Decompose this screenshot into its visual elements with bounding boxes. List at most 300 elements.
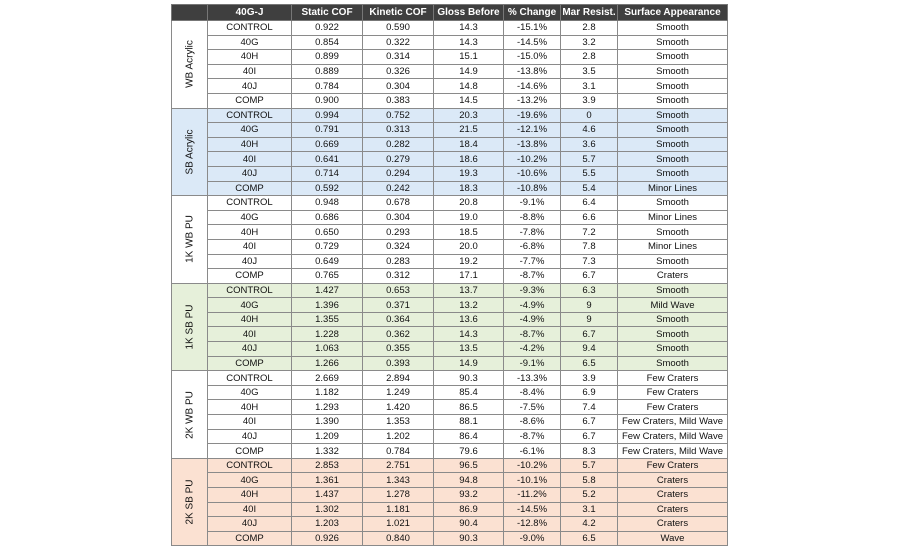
sample-cell: 40H <box>208 137 292 152</box>
mar-resist-cell: 6.7 <box>561 415 618 430</box>
header-sample: 40G-J <box>208 5 292 21</box>
gloss-before-cell: 88.1 <box>434 415 504 430</box>
percent-change-cell: -7.7% <box>504 254 561 269</box>
mar-resist-cell: 5.4 <box>561 181 618 196</box>
static-cof-cell: 0.592 <box>292 181 363 196</box>
percent-change-cell: -8.7% <box>504 269 561 284</box>
mar-resist-cell: 9 <box>561 312 618 327</box>
sample-cell: 40J <box>208 79 292 94</box>
table-row <box>172 385 728 400</box>
mar-resist-cell: 5.5 <box>561 166 618 181</box>
kinetic-cof-cell: 1.249 <box>363 385 434 400</box>
gloss-before-cell: 17.1 <box>434 269 504 284</box>
results-table <box>171 4 728 546</box>
static-cof-cell: 0.669 <box>292 137 363 152</box>
gloss-before-cell: 86.9 <box>434 502 504 517</box>
mar-resist-cell: 3.1 <box>561 502 618 517</box>
group-label-cell <box>172 283 208 371</box>
kinetic-cof-cell: 0.242 <box>363 181 434 196</box>
table-row <box>172 181 728 196</box>
static-cof-cell: 1.396 <box>292 298 363 313</box>
gloss-before-cell: 14.9 <box>434 356 504 371</box>
static-cof-cell: 1.209 <box>292 429 363 444</box>
surface-appearance-cell: Smooth <box>618 356 728 371</box>
table-row <box>172 137 728 152</box>
percent-change-cell: -10.2% <box>504 152 561 167</box>
static-cof-cell: 0.729 <box>292 239 363 254</box>
mar-resist-cell: 3.6 <box>561 137 618 152</box>
percent-change-cell: -6.8% <box>504 239 561 254</box>
header-percent-change: % Change <box>504 5 561 21</box>
surface-appearance-cell: Wave <box>618 531 728 546</box>
surface-appearance-cell: Craters <box>618 473 728 488</box>
mar-resist-cell: 7.4 <box>561 400 618 415</box>
kinetic-cof-cell: 0.304 <box>363 79 434 94</box>
kinetic-cof-cell: 0.293 <box>363 225 434 240</box>
kinetic-cof-cell: 0.355 <box>363 342 434 357</box>
surface-appearance-cell: Smooth <box>618 327 728 342</box>
group-label-cell <box>172 458 208 546</box>
surface-appearance-cell: Minor Lines <box>618 181 728 196</box>
table-row <box>172 400 728 415</box>
table-row <box>172 283 728 298</box>
static-cof-cell: 2.853 <box>292 458 363 473</box>
kinetic-cof-cell: 1.420 <box>363 400 434 415</box>
header-static-cof: Static COF <box>292 5 363 21</box>
table-body <box>172 21 728 546</box>
static-cof-cell: 1.063 <box>292 342 363 357</box>
gloss-before-cell: 14.3 <box>434 21 504 36</box>
gloss-before-cell: 13.5 <box>434 342 504 357</box>
gloss-before-cell: 21.5 <box>434 123 504 138</box>
gloss-before-cell: 14.3 <box>434 35 504 50</box>
sample-cell: 40I <box>208 502 292 517</box>
group-label-cell <box>172 196 208 284</box>
header-group <box>172 5 208 21</box>
gloss-before-cell: 18.3 <box>434 181 504 196</box>
kinetic-cof-cell: 1.278 <box>363 488 434 503</box>
static-cof-cell: 0.650 <box>292 225 363 240</box>
mar-resist-cell: 3.9 <box>561 371 618 386</box>
group-label-cell <box>172 371 208 459</box>
mar-resist-cell: 5.8 <box>561 473 618 488</box>
static-cof-cell: 1.437 <box>292 488 363 503</box>
static-cof-cell: 0.899 <box>292 50 363 65</box>
static-cof-cell: 0.922 <box>292 21 363 36</box>
table-row <box>172 312 728 327</box>
static-cof-cell: 1.427 <box>292 283 363 298</box>
percent-change-cell: -8.4% <box>504 385 561 400</box>
mar-resist-cell: 5.7 <box>561 152 618 167</box>
kinetic-cof-cell: 0.304 <box>363 210 434 225</box>
sample-cell: 40H <box>208 400 292 415</box>
sample-cell: COMP <box>208 444 292 459</box>
kinetic-cof-cell: 0.282 <box>363 137 434 152</box>
surface-appearance-cell: Few Craters, Mild Wave <box>618 444 728 459</box>
kinetic-cof-cell: 0.371 <box>363 298 434 313</box>
kinetic-cof-cell: 0.283 <box>363 254 434 269</box>
surface-appearance-cell: Smooth <box>618 225 728 240</box>
gloss-before-cell: 14.3 <box>434 327 504 342</box>
mar-resist-cell: 6.7 <box>561 429 618 444</box>
percent-change-cell: -8.7% <box>504 327 561 342</box>
mar-resist-cell: 2.8 <box>561 21 618 36</box>
group-label: 2K WB PU <box>184 390 195 439</box>
percent-change-cell: -7.5% <box>504 400 561 415</box>
kinetic-cof-cell: 0.752 <box>363 108 434 123</box>
table-row <box>172 356 728 371</box>
static-cof-cell: 0.641 <box>292 152 363 167</box>
percent-change-cell: -11.2% <box>504 488 561 503</box>
surface-appearance-cell: Minor Lines <box>618 239 728 254</box>
sample-cell: COMP <box>208 531 292 546</box>
surface-appearance-cell: Smooth <box>618 342 728 357</box>
sample-cell: 40J <box>208 517 292 532</box>
surface-appearance-cell: Smooth <box>618 196 728 211</box>
sample-cell: CONTROL <box>208 108 292 123</box>
static-cof-cell: 1.390 <box>292 415 363 430</box>
static-cof-cell: 0.791 <box>292 123 363 138</box>
gloss-before-cell: 20.3 <box>434 108 504 123</box>
static-cof-cell: 1.228 <box>292 327 363 342</box>
sample-cell: 40I <box>208 415 292 430</box>
static-cof-cell: 1.361 <box>292 473 363 488</box>
gloss-before-cell: 19.0 <box>434 210 504 225</box>
gloss-before-cell: 13.6 <box>434 312 504 327</box>
surface-appearance-cell: Smooth <box>618 108 728 123</box>
table-row <box>172 473 728 488</box>
kinetic-cof-cell: 0.324 <box>363 239 434 254</box>
mar-resist-cell: 7.2 <box>561 225 618 240</box>
sample-cell: 40G <box>208 123 292 138</box>
gloss-before-cell: 18.4 <box>434 137 504 152</box>
kinetic-cof-cell: 0.393 <box>363 356 434 371</box>
sample-cell: COMP <box>208 93 292 108</box>
group-label: WB Acrylic <box>184 40 195 89</box>
static-cof-cell: 0.765 <box>292 269 363 284</box>
surface-appearance-cell: Smooth <box>618 35 728 50</box>
sample-cell: 40H <box>208 225 292 240</box>
mar-resist-cell: 4.6 <box>561 123 618 138</box>
kinetic-cof-cell: 0.312 <box>363 269 434 284</box>
gloss-before-cell: 79.6 <box>434 444 504 459</box>
kinetic-cof-cell: 1.021 <box>363 517 434 532</box>
group-label-cell <box>172 108 208 196</box>
kinetic-cof-cell: 2.894 <box>363 371 434 386</box>
surface-appearance-cell: Smooth <box>618 152 728 167</box>
mar-resist-cell: 9 <box>561 298 618 313</box>
sample-cell: 40J <box>208 342 292 357</box>
static-cof-cell: 1.182 <box>292 385 363 400</box>
mar-resist-cell: 3.2 <box>561 35 618 50</box>
table-row <box>172 50 728 65</box>
static-cof-cell: 1.203 <box>292 517 363 532</box>
mar-resist-cell: 6.7 <box>561 327 618 342</box>
group-label-cell <box>172 21 208 109</box>
surface-appearance-cell: Craters <box>618 517 728 532</box>
surface-appearance-cell: Smooth <box>618 137 728 152</box>
surface-appearance-cell: Few Craters, Mild Wave <box>618 415 728 430</box>
percent-change-cell: -6.1% <box>504 444 561 459</box>
sample-cell: CONTROL <box>208 21 292 36</box>
kinetic-cof-cell: 1.343 <box>363 473 434 488</box>
sample-cell: 40J <box>208 254 292 269</box>
kinetic-cof-cell: 0.364 <box>363 312 434 327</box>
kinetic-cof-cell: 0.322 <box>363 35 434 50</box>
percent-change-cell: -14.5% <box>504 502 561 517</box>
kinetic-cof-cell: 1.353 <box>363 415 434 430</box>
gloss-before-cell: 14.5 <box>434 93 504 108</box>
mar-resist-cell: 0 <box>561 108 618 123</box>
mar-resist-cell: 6.5 <box>561 531 618 546</box>
table-row <box>172 210 728 225</box>
surface-appearance-cell: Smooth <box>618 64 728 79</box>
percent-change-cell: -15.0% <box>504 50 561 65</box>
static-cof-cell: 0.854 <box>292 35 363 50</box>
table-row <box>172 327 728 342</box>
surface-appearance-cell: Craters <box>618 502 728 517</box>
header-gloss-before: Gloss Before <box>434 5 504 21</box>
sample-cell: 40I <box>208 239 292 254</box>
sample-cell: CONTROL <box>208 283 292 298</box>
sample-cell: 40H <box>208 312 292 327</box>
kinetic-cof-cell: 0.326 <box>363 64 434 79</box>
table-row <box>172 166 728 181</box>
table-row <box>172 502 728 517</box>
kinetic-cof-cell: 0.590 <box>363 21 434 36</box>
gloss-before-cell: 15.1 <box>434 50 504 65</box>
kinetic-cof-cell: 0.653 <box>363 283 434 298</box>
percent-change-cell: -10.6% <box>504 166 561 181</box>
table-row <box>172 79 728 94</box>
table-row <box>172 517 728 532</box>
sample-cell: 40H <box>208 50 292 65</box>
static-cof-cell: 1.355 <box>292 312 363 327</box>
percent-change-cell: -12.1% <box>504 123 561 138</box>
mar-resist-cell: 6.6 <box>561 210 618 225</box>
mar-resist-cell: 8.3 <box>561 444 618 459</box>
mar-resist-cell: 3.5 <box>561 64 618 79</box>
sample-cell: 40G <box>208 35 292 50</box>
static-cof-cell: 1.266 <box>292 356 363 371</box>
mar-resist-cell: 5.2 <box>561 488 618 503</box>
static-cof-cell: 0.714 <box>292 166 363 181</box>
kinetic-cof-cell: 0.294 <box>363 166 434 181</box>
sample-cell: 40G <box>208 210 292 225</box>
sample-cell: CONTROL <box>208 458 292 473</box>
gloss-before-cell: 86.4 <box>434 429 504 444</box>
kinetic-cof-cell: 0.784 <box>363 444 434 459</box>
percent-change-cell: -19.6% <box>504 108 561 123</box>
percent-change-cell: -13.8% <box>504 137 561 152</box>
table-row <box>172 93 728 108</box>
sample-cell: COMP <box>208 269 292 284</box>
table-row <box>172 225 728 240</box>
gloss-before-cell: 13.7 <box>434 283 504 298</box>
mar-resist-cell: 6.9 <box>561 385 618 400</box>
mar-resist-cell: 7.8 <box>561 239 618 254</box>
percent-change-cell: -14.6% <box>504 79 561 94</box>
sample-cell: COMP <box>208 181 292 196</box>
table-row <box>172 239 728 254</box>
sample-cell: 40H <box>208 488 292 503</box>
surface-appearance-cell: Smooth <box>618 21 728 36</box>
percent-change-cell: -8.8% <box>504 210 561 225</box>
kinetic-cof-cell: 0.362 <box>363 327 434 342</box>
mar-resist-cell: 4.2 <box>561 517 618 532</box>
surface-appearance-cell: Craters <box>618 488 728 503</box>
percent-change-cell: -15.1% <box>504 21 561 36</box>
table-row <box>172 254 728 269</box>
mar-resist-cell: 2.8 <box>561 50 618 65</box>
surface-appearance-cell: Mild Wave <box>618 298 728 313</box>
percent-change-cell: -9.0% <box>504 531 561 546</box>
gloss-before-cell: 94.8 <box>434 473 504 488</box>
table-row <box>172 152 728 167</box>
mar-resist-cell: 6.3 <box>561 283 618 298</box>
static-cof-cell: 0.889 <box>292 64 363 79</box>
sample-cell: 40I <box>208 64 292 79</box>
kinetic-cof-cell: 0.279 <box>363 152 434 167</box>
sample-cell: COMP <box>208 356 292 371</box>
header-kinetic-cof: Kinetic COF <box>363 5 434 21</box>
group-label: 1K SB PU <box>184 304 195 350</box>
header-row <box>172 5 728 21</box>
gloss-before-cell: 13.2 <box>434 298 504 313</box>
percent-change-cell: -14.5% <box>504 35 561 50</box>
surface-appearance-cell: Smooth <box>618 50 728 65</box>
kinetic-cof-cell: 0.383 <box>363 93 434 108</box>
surface-appearance-cell: Few Craters <box>618 458 728 473</box>
sample-cell: 40G <box>208 385 292 400</box>
gloss-before-cell: 18.5 <box>434 225 504 240</box>
percent-change-cell: -8.6% <box>504 415 561 430</box>
sample-cell: 40G <box>208 473 292 488</box>
static-cof-cell: 0.784 <box>292 79 363 94</box>
table-row <box>172 64 728 79</box>
mar-resist-cell: 5.7 <box>561 458 618 473</box>
surface-appearance-cell: Smooth <box>618 93 728 108</box>
static-cof-cell: 2.669 <box>292 371 363 386</box>
gloss-before-cell: 85.4 <box>434 385 504 400</box>
gloss-before-cell: 19.3 <box>434 166 504 181</box>
gloss-before-cell: 90.3 <box>434 531 504 546</box>
table-row <box>172 444 728 459</box>
gloss-before-cell: 86.5 <box>434 400 504 415</box>
percent-change-cell: -10.2% <box>504 458 561 473</box>
header-surface-appearance: Surface Appearance <box>618 5 728 21</box>
table-row <box>172 35 728 50</box>
group-label: 1K WB PU <box>184 215 195 264</box>
gloss-before-cell: 19.2 <box>434 254 504 269</box>
header-mar-resist: Mar Resist. <box>561 5 618 21</box>
kinetic-cof-cell: 2.751 <box>363 458 434 473</box>
static-cof-cell: 1.332 <box>292 444 363 459</box>
surface-appearance-cell: Few Craters <box>618 371 728 386</box>
percent-change-cell: -4.2% <box>504 342 561 357</box>
gloss-before-cell: 14.9 <box>434 64 504 79</box>
surface-appearance-cell: Smooth <box>618 254 728 269</box>
gloss-before-cell: 18.6 <box>434 152 504 167</box>
percent-change-cell: -12.8% <box>504 517 561 532</box>
table-row <box>172 531 728 546</box>
table-row <box>172 123 728 138</box>
static-cof-cell: 0.686 <box>292 210 363 225</box>
mar-resist-cell: 9.4 <box>561 342 618 357</box>
table-row <box>172 415 728 430</box>
percent-change-cell: -13.8% <box>504 64 561 79</box>
gloss-before-cell: 20.0 <box>434 239 504 254</box>
surface-appearance-cell: Smooth <box>618 79 728 94</box>
percent-change-cell: -13.3% <box>504 371 561 386</box>
kinetic-cof-cell: 0.678 <box>363 196 434 211</box>
percent-change-cell: -13.2% <box>504 93 561 108</box>
table-row <box>172 298 728 313</box>
sample-cell: 40I <box>208 327 292 342</box>
surface-appearance-cell: Smooth <box>618 312 728 327</box>
results-table-container <box>171 4 728 546</box>
sample-cell: 40J <box>208 166 292 181</box>
table-row <box>172 196 728 211</box>
sample-cell: 40I <box>208 152 292 167</box>
surface-appearance-cell: Few Craters <box>618 385 728 400</box>
table-row <box>172 458 728 473</box>
table-row <box>172 342 728 357</box>
percent-change-cell: -9.1% <box>504 196 561 211</box>
gloss-before-cell: 90.3 <box>434 371 504 386</box>
percent-change-cell: -8.7% <box>504 429 561 444</box>
kinetic-cof-cell: 0.314 <box>363 50 434 65</box>
static-cof-cell: 0.900 <box>292 93 363 108</box>
mar-resist-cell: 3.1 <box>561 79 618 94</box>
gloss-before-cell: 93.2 <box>434 488 504 503</box>
percent-change-cell: -4.9% <box>504 298 561 313</box>
surface-appearance-cell: Smooth <box>618 123 728 138</box>
kinetic-cof-cell: 0.840 <box>363 531 434 546</box>
group-label: 2K SB PU <box>184 479 195 525</box>
table-row <box>172 488 728 503</box>
surface-appearance-cell: Smooth <box>618 283 728 298</box>
mar-resist-cell: 6.5 <box>561 356 618 371</box>
kinetic-cof-cell: 0.313 <box>363 123 434 138</box>
percent-change-cell: -7.8% <box>504 225 561 240</box>
static-cof-cell: 0.948 <box>292 196 363 211</box>
gloss-before-cell: 20.8 <box>434 196 504 211</box>
gloss-before-cell: 14.8 <box>434 79 504 94</box>
table-row <box>172 269 728 284</box>
gloss-before-cell: 90.4 <box>434 517 504 532</box>
percent-change-cell: -10.8% <box>504 181 561 196</box>
surface-appearance-cell: Minor Lines <box>618 210 728 225</box>
static-cof-cell: 1.293 <box>292 400 363 415</box>
sample-cell: CONTROL <box>208 196 292 211</box>
static-cof-cell: 0.994 <box>292 108 363 123</box>
mar-resist-cell: 7.3 <box>561 254 618 269</box>
mar-resist-cell: 6.7 <box>561 269 618 284</box>
static-cof-cell: 1.302 <box>292 502 363 517</box>
surface-appearance-cell: Few Craters, Mild Wave <box>618 429 728 444</box>
percent-change-cell: -10.1% <box>504 473 561 488</box>
kinetic-cof-cell: 1.202 <box>363 429 434 444</box>
table-row <box>172 429 728 444</box>
mar-resist-cell: 6.4 <box>561 196 618 211</box>
kinetic-cof-cell: 1.181 <box>363 502 434 517</box>
mar-resist-cell: 3.9 <box>561 93 618 108</box>
static-cof-cell: 0.926 <box>292 531 363 546</box>
surface-appearance-cell: Craters <box>618 269 728 284</box>
static-cof-cell: 0.649 <box>292 254 363 269</box>
gloss-before-cell: 96.5 <box>434 458 504 473</box>
